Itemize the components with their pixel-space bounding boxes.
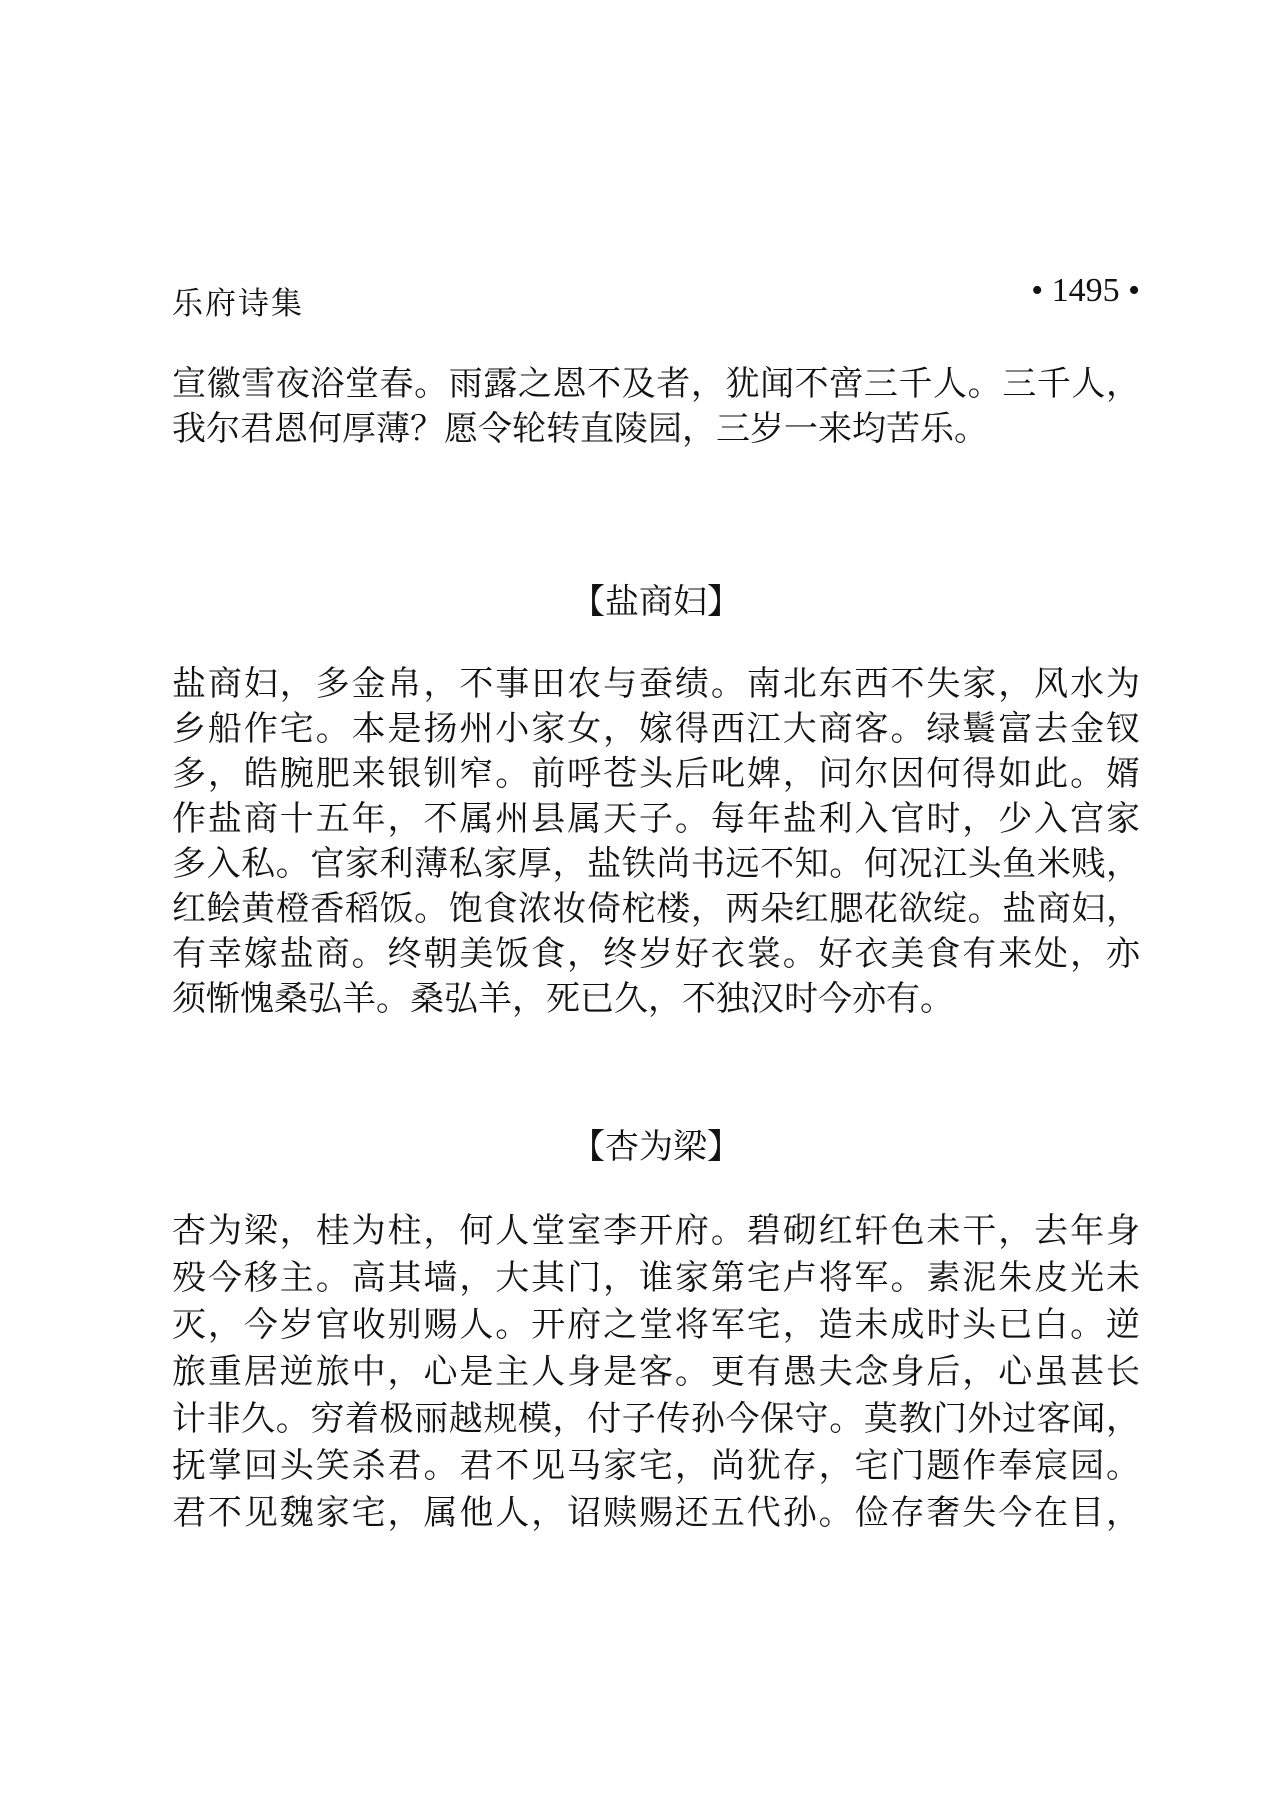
poem-line: 作盐商十五年，不属州县属天子。每年盐利入官时，少入宫家 xyxy=(172,801,1140,838)
poem-line: 抚掌回头笑杀君。君不见马家宅，尚犹存，宅门题作奉宸园。 xyxy=(172,1448,1140,1485)
poem-line: 多，皓腕肥来银钏窄。前呼苍头后叱婢，问尔因何得如此。婿 xyxy=(172,756,1140,793)
poem-continuation-paragraph xyxy=(172,362,1140,452)
poem-line: 多入私。官家利薄私家厚，盐铁尚书远不知。何况江头鱼米贱， xyxy=(172,846,1140,883)
poem-line: 我尔君恩何厚薄？愿令轮转直陵园，三岁一来均苦乐。 xyxy=(172,411,988,448)
poem-line: 灭，今岁官收别赐人。开府之堂将军宅，造未成时头已白。逆 xyxy=(172,1307,1140,1344)
page-header xyxy=(172,272,1140,321)
poem-line: 杏为梁，桂为柱，何人堂室李开府。碧砌红轩色未干，去年身 xyxy=(172,1213,1140,1250)
poem-line: 旅重居逆旅中，心是主人身是客。更有愚夫念身后，心虽甚长 xyxy=(172,1354,1140,1391)
poem-title-xingweiliang: 【杏为梁】 xyxy=(571,1129,741,1166)
poem-line: 君不见魏家宅，属他人，诏赎赐还五代孙。俭存奢失今在目， xyxy=(172,1495,1140,1532)
poem-line: 有幸嫁盐商。终朝美饭食，终岁好衣裳。好衣美食有来处，亦 xyxy=(172,936,1140,973)
poem-line: 盐商妇，多金帛，不事田农与蚕绩。南北东西不失家，风水为 xyxy=(172,666,1140,703)
poem-line: 乡船作宅。本是扬州小家女，嫁得西江大商客。绿鬟富去金钗 xyxy=(172,711,1140,748)
poem-title-yanshangfu: 【盐商妇】 xyxy=(571,584,741,621)
poem-line: 宣徽雪夜浴堂春。雨露之恩不及者，犹闻不啻三千人。三千人， xyxy=(172,366,1140,403)
poem-yanshangfu-paragraph xyxy=(172,662,1140,1022)
poem-xingweiliang-paragraph xyxy=(172,1208,1140,1537)
poem-line: 红鲙黄橙香稻饭。饱食浓妆倚柁楼，两朵红腮花欲绽。盐商妇， xyxy=(172,891,1140,928)
poem-line: 须惭愧桑弘羊。桑弘羊，死已久，不独汉时今亦有。 xyxy=(172,981,954,1018)
page-number: • 1495 • xyxy=(1031,272,1140,309)
poem-line: 殁今移主。高其墙，大其门，谁家第宅卢将军。素泥朱皮光未 xyxy=(172,1260,1140,1297)
poem-line: 计非久。穷着极丽越规模，付子传孙今保守。莫教门外过客闻， xyxy=(172,1401,1140,1438)
running-head-book-title: 乐府诗集 xyxy=(172,286,304,321)
